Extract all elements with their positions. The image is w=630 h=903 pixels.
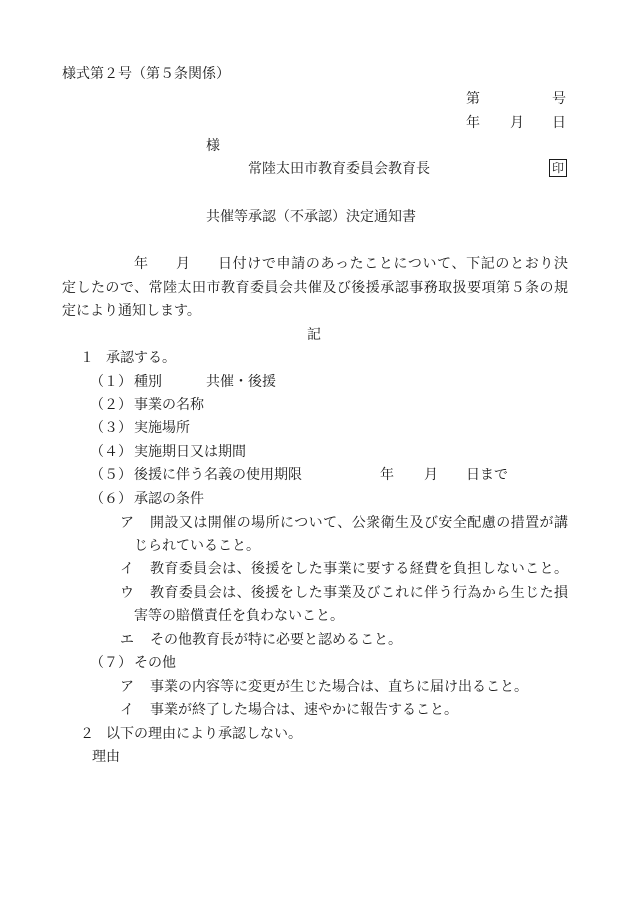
ref-dai: 第 [466, 91, 480, 107]
section1-text: 承認する。 [106, 350, 176, 366]
condition-a-line-1: 開設又は開催の場所について、公衆衛生及び安全配慮の措置が講 [150, 515, 568, 531]
other-a-mark: ア [120, 679, 134, 695]
section1-number: １ [80, 350, 94, 366]
section2-number: ２ [80, 726, 94, 742]
item-5-year: 年 [380, 467, 394, 483]
condition-i-line-1: 教育委員会は、後援をした事業に要する経費を負担しないこと。 [150, 561, 568, 577]
item-7-number: （７） [90, 655, 132, 671]
condition-e-line-1: その他教育長が特に必要と認めること。 [150, 632, 402, 648]
form-number: 様式第２号（第５条関係） [62, 66, 230, 82]
item-7-text: その他 [134, 655, 176, 671]
body-line-1: 日付けで申請のあったことについて、下記のとおり決 [218, 256, 568, 272]
ki-heading: 記 [307, 327, 321, 343]
section2-text: 以下の理由により承認しない。 [106, 726, 302, 742]
item-3-number: （３） [90, 420, 132, 436]
issuer-name: 常陸太田市教育委員会教育長 [248, 161, 430, 177]
item-5-month: 月 [424, 467, 438, 483]
item-1-text: 種別 [134, 374, 162, 390]
body-line-2: 定したので、常陸太田市教育委員会共催及び後援承認事務取扱要項第５条の規 [62, 280, 568, 296]
reason-label: 理由 [92, 749, 120, 765]
body-month: 月 [176, 256, 190, 272]
item-5-text: 後援に伴う名義の使用期限 [134, 467, 302, 483]
item-4-text: 実施期日又は期間 [134, 444, 246, 460]
condition-u-line-1: 教育委員会は、後援をした事業及びこれに伴う行為から生じた損 [150, 585, 568, 601]
condition-u-mark: ウ [120, 585, 134, 601]
body-year: 年 [134, 256, 148, 272]
date-month: 月 [510, 115, 524, 131]
item-2-number: （２） [90, 397, 132, 413]
item-1-number: （１） [90, 374, 132, 390]
other-i-text: 事業が終了した場合は、速やかに報告すること。 [150, 702, 458, 718]
item-5-number: （５） [90, 467, 132, 483]
body-line-3: 定により通知します。 [62, 303, 201, 319]
addressee-sama: 様 [206, 138, 220, 154]
item-3-text: 実施場所 [134, 420, 190, 436]
item-6-text: 承認の条件 [134, 491, 204, 507]
item-1-value: 共催・後援 [206, 374, 276, 390]
other-i-mark: イ [120, 702, 134, 718]
condition-a-line-2: じられていること。 [134, 538, 260, 554]
condition-a-mark: ア [120, 515, 134, 531]
item-4-number: （４） [90, 444, 132, 460]
condition-i-mark: イ [120, 561, 134, 577]
date-year: 年 [466, 115, 480, 131]
item-6-number: （６） [90, 491, 132, 507]
document-title: 共催等承認（不承認）決定通知書 [206, 209, 416, 225]
other-a-text: 事業の内容等に変更が生じた場合は、直ちに届け出ること。 [150, 679, 528, 695]
ref-go: 号 [552, 91, 566, 107]
seal-mark: 印 [549, 159, 567, 177]
condition-u-line-2: 害等の賠償責任を負わないこと。 [134, 608, 344, 624]
condition-e-mark: エ [120, 632, 134, 648]
date-day: 日 [552, 115, 566, 131]
item-5-until: 日まで [466, 467, 508, 483]
item-2-text: 事業の名称 [134, 397, 204, 413]
